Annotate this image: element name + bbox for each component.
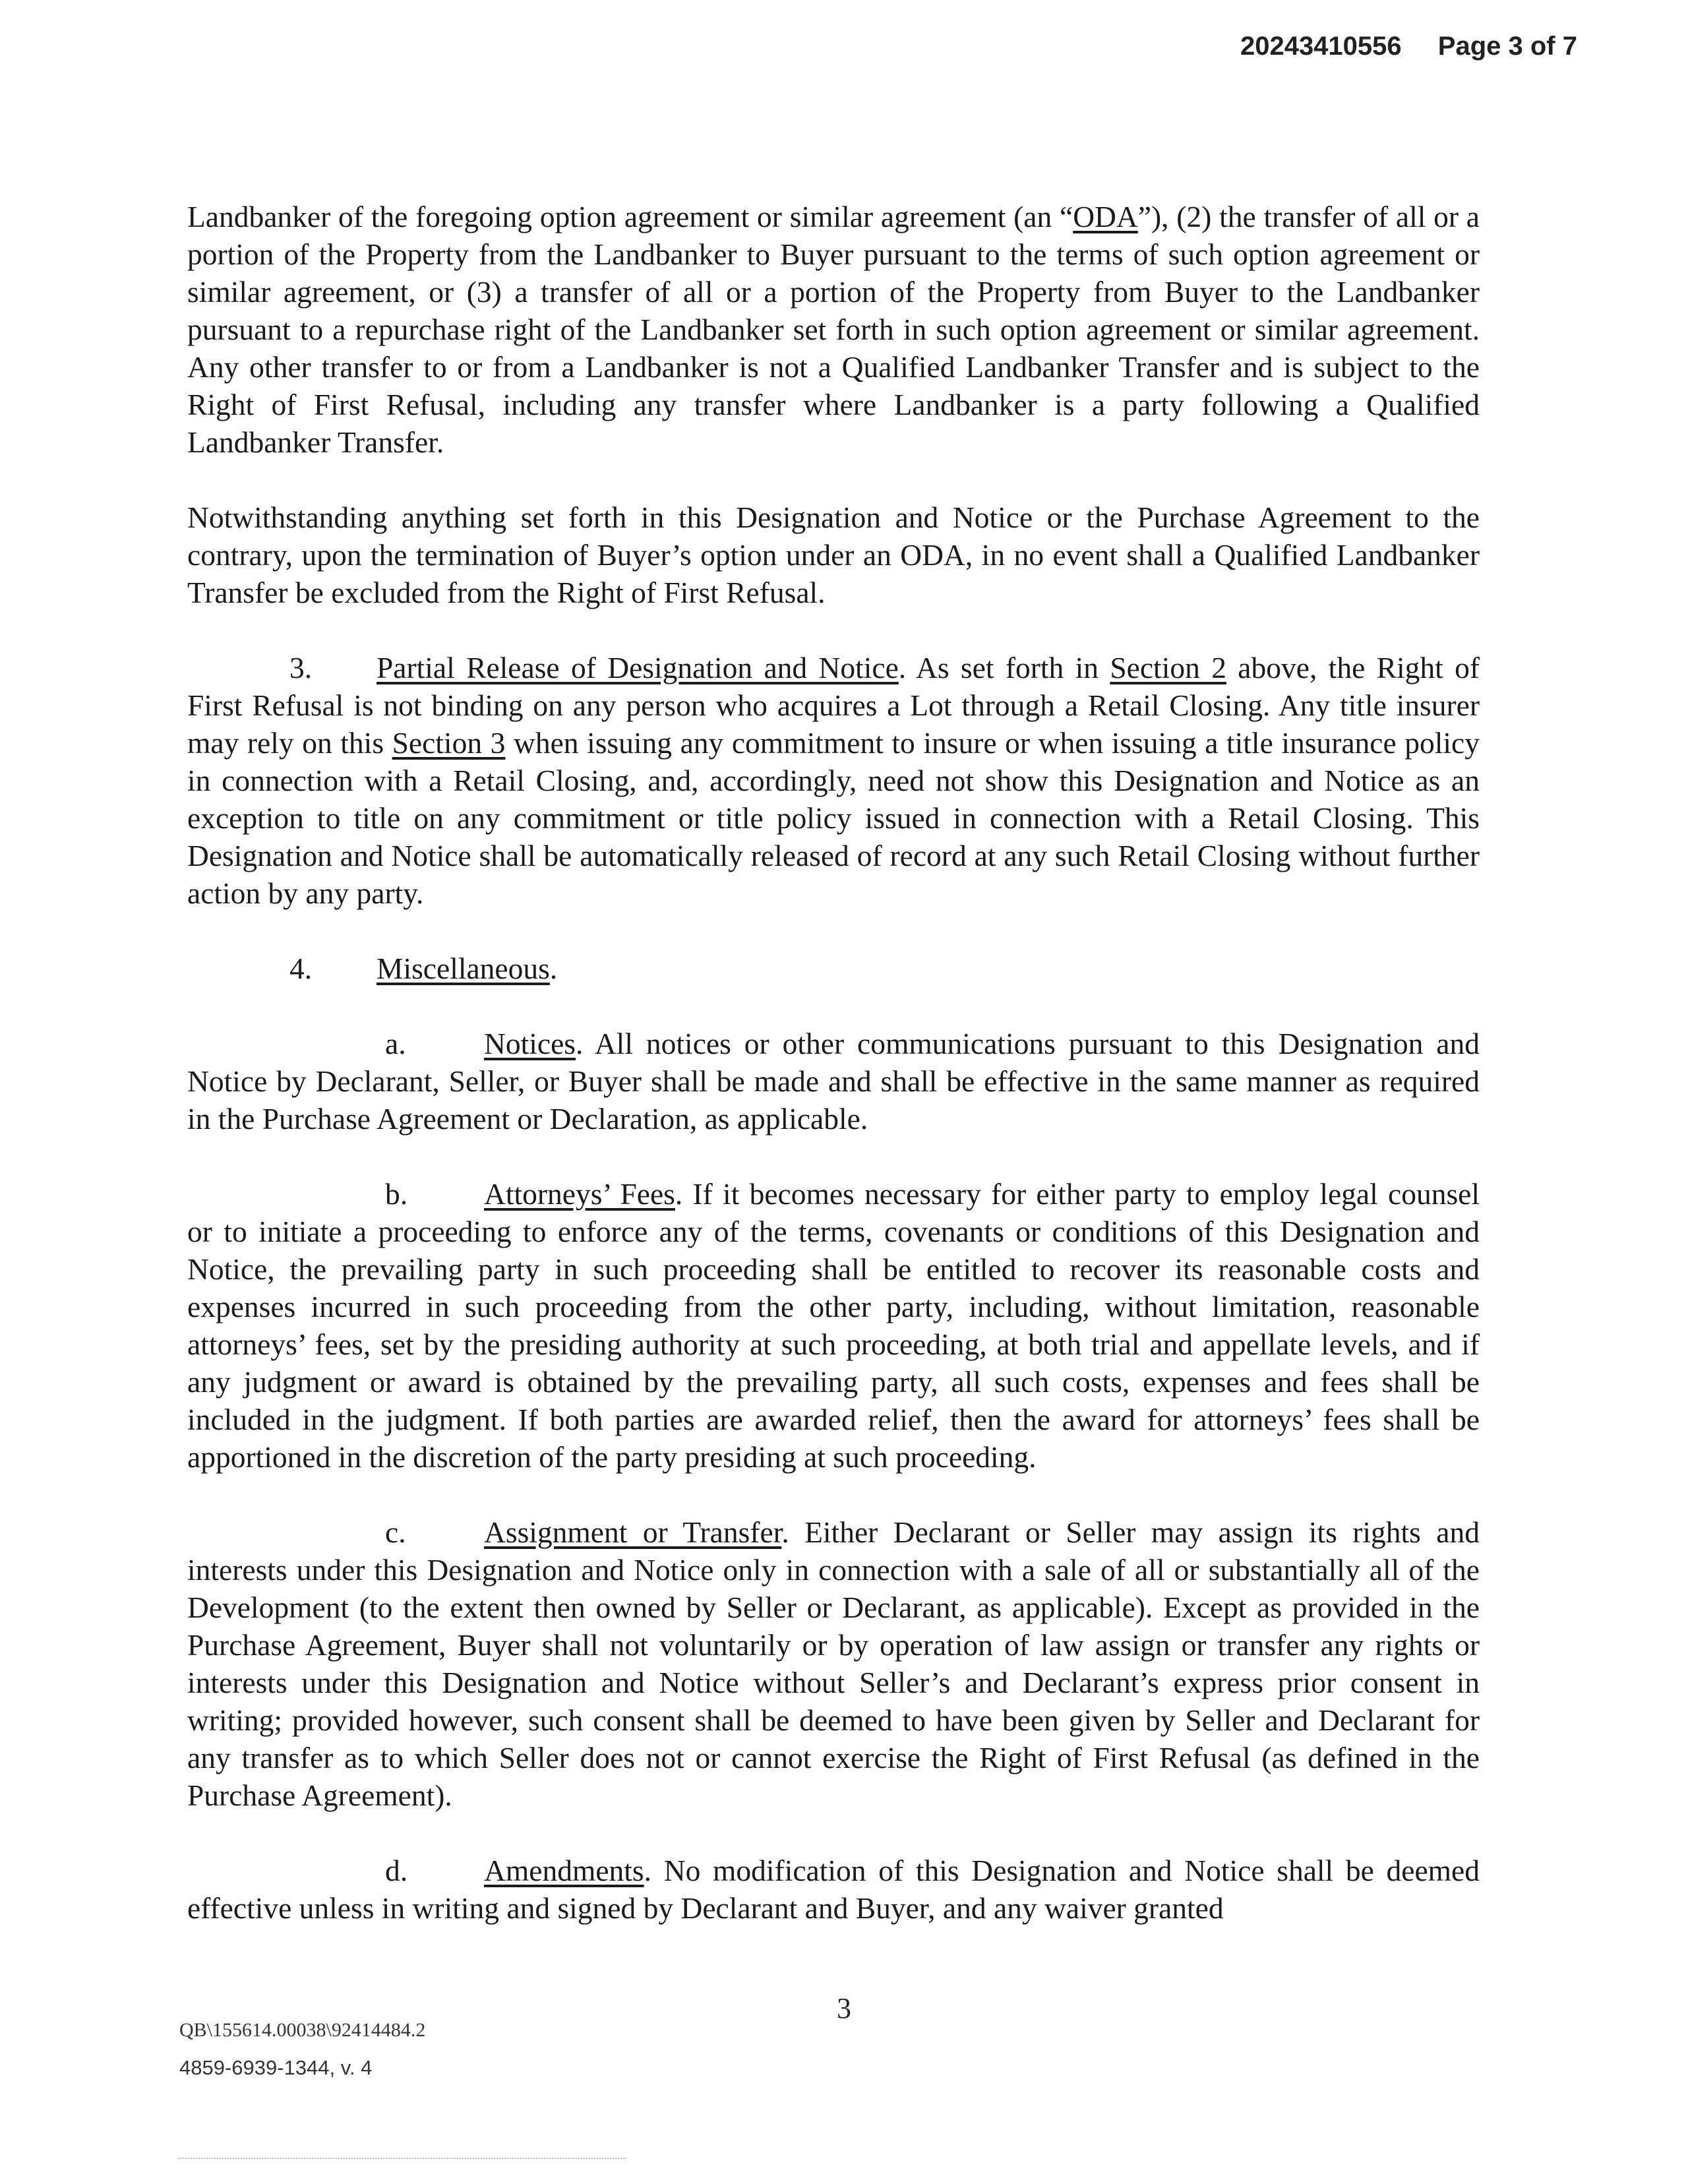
page-label: Page 3 of 7 xyxy=(1437,32,1577,61)
document-body xyxy=(187,198,1480,1964)
footer-doc-id-2: 4859-6939-1344, v. 4 xyxy=(179,2056,373,2079)
item-b-attorneys-fees: b. Attorneys’ Fees. If it becomes necessary for either party to employ legal counsel or to initiate a proceeding to enforce any of the terms, covenants or conditions of this Designation and Notice, the prevailing party in such proceeding shall be entitled to recover its reasonable costs and expenses incurred in such proceeding from the other party, including, without limitation, reasonable attorneys’ fees, set by the presiding authority at such proceeding, at both trial and appellate levels, and if any judgment or award is obtained by the prevailing party, all such costs, expenses and fees shall be included in the judgment. If both parties are awarded relief, then the award for attorneys’ fees shall be apportioned in the discretion of the party presiding at such proceeding. xyxy=(187,1175,1480,1476)
item-c-letter: c. xyxy=(385,1515,406,1549)
footer-doc-id-1: QB\155614.00038\92414484.2 xyxy=(179,2019,426,2041)
item-d-letter: d. xyxy=(385,1854,408,1887)
section-2-reference: Section 2 xyxy=(1110,651,1226,684)
section-3-reference: Section 3 xyxy=(392,726,506,760)
item-a-letter: a. xyxy=(385,1027,406,1060)
item-d-heading: Amendments xyxy=(484,1854,644,1887)
recording-header xyxy=(1240,32,1577,61)
item-a-heading: Notices xyxy=(484,1027,576,1060)
scan-artifact-line xyxy=(178,2158,626,2159)
page-number: 3 xyxy=(837,1992,851,2024)
item-d-amendments: d. Amendments. No modification of this Designation and Notice shall be deemed effective unless in writing and signed by Declarant and Buyer, and any waiver granted xyxy=(187,1852,1480,1927)
item-c-heading: Assignment or Transfer xyxy=(484,1515,782,1549)
paragraph-notwithstanding: Notwithstanding anything set forth in this Designation and Notice or the Purchase Agreement to the contrary, upon the termination of Buyer’s option under an ODA, in no event shall a Qualified Landbanker Transfer be excluded from the Right of First Refusal. xyxy=(187,501,1480,609)
paragraph-continued: Landbanker of the foregoing option agreement or similar agreement (an “ODA”), (2) the transfer of all or a portion of the Property from the Landbanker to Buyer pursuant to the terms of such option agreement or similar agreement, or (3) a transfer of all or a portion of the Property from Buyer to the Landbanker pursuant to a repurchase right of the Landbanker set forth in such option agreement or similar agreement. Any other transfer to or from a Landbanker is not a Qualified Landbanker Transfer and is subject to the Right of First Refusal, including any transfer where Landbanker is a party following a Qualified Landbanker Transfer. xyxy=(187,200,1480,459)
section-4-number: 4. xyxy=(289,952,313,985)
section-3-number: 3. xyxy=(289,651,313,684)
section-3: 3. Partial Release of Designation and Notice. As set forth in Section 2 above, the Right of First Refusal is not binding on any person who acquires a Lot through a Retail Closing. Any title insurer may rely on this Section 3 when issuing any commitment to insure or when issuing a title insurance policy in connection with a Retail Closing, and, accordingly, need not show this Designation and Notice as an exception to title on any commitment or title policy issued in connection with a Retail Closing. This Designation and Notice shall be automatically released of record at any such Retail Closing without further action by any party. xyxy=(187,649,1480,912)
defined-term-oda: ODA xyxy=(1073,200,1138,233)
section-3-heading: Partial Release of Designation and Notice xyxy=(377,651,899,684)
section-4-heading: Miscellaneous xyxy=(377,952,550,985)
item-b-letter: b. xyxy=(385,1177,408,1211)
document-number: 20243410556 xyxy=(1240,32,1402,61)
item-c-assignment: c. Assignment or Transfer. Either Declarant or Seller may assign its rights and interests under this Designation and Notice only in connection with a sale of all or substantially all of the Development (to the extent then owned by Seller or Declarant, as applicable). Except as provided in the Purchase Agreement, Buyer shall not voluntarily or by operation of law assign or transfer any rights or interests under this Designation and Notice without Seller’s and Declarant’s express prior consent in writing; provided however, such consent shall be deemed to have been given by Seller and Declarant for any transfer as to which Seller does not or cannot exercise the Right of First Refusal (as defined in the Purchase Agreement). xyxy=(187,1513,1480,1814)
item-a-notices: a. Notices. All notices or other communications pursuant to this Designation and Notice by Declarant, Seller, or Buyer shall be made and shall be effective in the same manner as required in the Purchase Agreement or Declaration, as applicable. xyxy=(187,1025,1480,1138)
item-b-heading: Attorneys’ Fees xyxy=(484,1177,675,1211)
section-4: 4. Miscellaneous. xyxy=(187,950,1480,987)
